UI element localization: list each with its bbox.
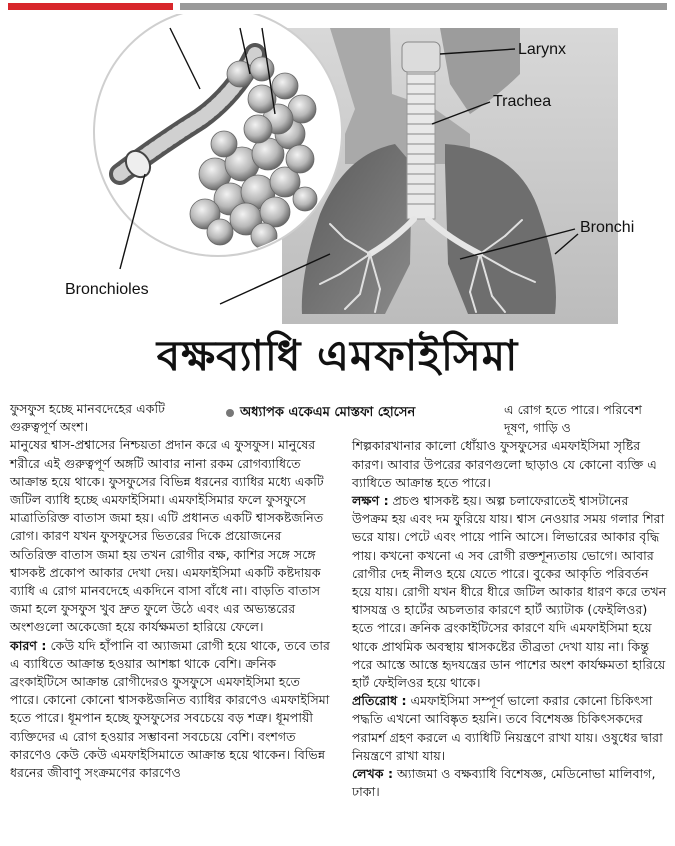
trachea [407, 59, 435, 219]
left-column [10, 400, 332, 782]
right-paragraph-1: শিল্পকারখানার কালো ধোঁয়াও ফুসফুসের এমফাইসিমা সৃষ্টির কারণ। আবার উপরের কারণগুলো ছাড়াও যে কোনো ব্যক্তি এ ব্যাধিতে আক্রান্ত হতে পারে। [352, 438, 657, 490]
right-column [352, 401, 668, 801]
symptom-label: লক্ষণ : [352, 493, 389, 509]
author-name: অধ্যাপক একেএম মোস্তফা হোসেন [240, 405, 416, 420]
prevention-paragraph [352, 692, 668, 765]
cause-text: কেউ যদি হাঁপানি বা অ্যাজমা রোগী হয়ে থাকে, তবে তার এ ব্যাধিতে আক্রান্ত হওয়ার আশঙ্কা থাকে বেশি। ক্রনিক ব্রংকাইটিসে আক্রান্ত রোগীদেরও ফুসফুসে এমফাইসিমা হতে পারে। কোনো কোনো শ্বাসকষ্টজনিত ব্যাধির কারণেও এমফাইসিমা হতে পারে। ধূমপান হচ্ছে ফুসফুসের সবচেয়ে বড় শত্রু। ধূমপায়ী ব্যক্তিদের এ রোগ হওয়ার সম্ভাবনা সবচেয়ে বেশি। বংশগত কারণেও কেউ কেউ এমফাইসিমাতে আক্রান্ত হয়ে থাকেন। বিভিন্ন ধরনের জীবাণু সংক্রমণের কারণেও [10, 637, 330, 781]
bronchi-label: Bronchi [580, 219, 635, 236]
cause-label: কারণ : [10, 637, 47, 653]
prevention-text: এমফাইসিমা সম্পূর্ণ ভালো করার কোনো চিকিৎসা পদ্ধতি এখনো আবিষ্কৃত হয়নি। তবে বিশেষজ্ঞ চিকিৎসকদের পরামর্শ গ্রহণ করলে এ ব্যাধিটি নিয়ন্ত্রণে রাখা যায়। ওষুধের দ্বারা নিয়ন্ত্রণে রাখা যায়। [352, 693, 663, 763]
larynx-label: Larynx [518, 41, 567, 58]
symptom-text: প্রচণ্ড শ্বাসকষ্ট হয়। অল্প চলাফেরাতেই শ্বাসটানের উপক্রম হয় এবং দম ফুরিয়ে যায়। শ্বাস নেওয়ার সময় গলার শিরা ভরে যায়। পেটে এবং পায়ে পানি আসে। লিভারের আকার বৃদ্ধি পায়। কখনো কখনো এ সব রোগী রক্তশূন্যতায় ভোগে। আবার রোগীর দেহ নীলও হয়ে যেতে পারে। বুকের আকৃতি পরিবর্তন হয়ে যায়। রোগী যখন ধীরে ধীরে জটিল আকার ধারণ করে তখন শ্বাসযন্ত্র ও হার্টের অচলতার কারণে হার্ট অ্যাটাক (ফেইলিওর) হতে পারে। ক্রনিক ব্রংকাইটিসের কারণে যদি এমফাইসিমা হয়ে থাকে প্রাথমিক অবস্থায় শ্বাসকষ্টের তীব্রতা দেখা যায় না। কিন্তু পরে আস্তে আস্তে হৃদযন্ত্রের ডান পাশের অংশ কার্যক্ষমতা হারিয়ে হার্ট ফেইলিওর হয়ে থাকে। [352, 493, 667, 691]
prevention-label: প্রতিরোধ : [352, 693, 407, 709]
top-bar-grey [180, 3, 667, 10]
bronchioles-label: Bronchioles [65, 281, 149, 298]
trachea-label: Trachea [493, 93, 552, 110]
left-lead-text: ফুসফুস হচ্ছে মানবদেহের একটি গুরুত্বপূর্ণ অংশ। [10, 401, 165, 435]
top-bar-red [8, 3, 173, 10]
author-text: অ্যাজমা ও বক্ষব্যাধি বিশেষজ্ঞ, মেডিনোভা মালিবাগ, ঢাকা। [352, 766, 656, 800]
larynx [402, 42, 440, 72]
symptom-paragraph [352, 492, 668, 692]
respiratory-system-illustration [0, 14, 675, 324]
left-paragraph-1: মানুষের শ্বাস-প্রশ্বাসের নিশ্চয়তা প্রদান করে এ ফুসফুস। মানুষের শরীরে এই গুরুত্বপূর্ণ অঙ্গটি আবার নানা রকম রোগব্যাধিতে আক্রান্ত হয়ে থাকে। ফুসফুসের বিভিন্ন ধরনের ব্যাধির মধ্যে একটি জটিল ব্যাধি হচ্ছে এমফাইসিমা। এমফাইসিমার ফলে ফুসফুসে মাত্রাতিরিক্ত বাতাস জমা হয়। এটি প্রধানত একটি শ্বাসকষ্টজনিত রোগ। কারণ যখন ফুসফুসের ভিতরের দিকে প্রয়োজনের অতিরিক্ত বাতাস জমা হয় তখন রোগীর বক্ষ, কাশির সঙ্গে সঙ্গে শ্বাসকষ্ট প্রকোপ আকার দেখা দেয়। এমফাইসিমা একটি কষ্টদায়ক ব্যাধি এ রোগ মানবদেহে একদিনে বাসা বাঁধে না। বাড়তি বাতাস জমা হলে ফুসফুস খুব দ্রুত ফুলে উঠে এবং এর অভ্যন্তরের অংশগুলো অকেজো হয়ে কার্যক্ষমতা হারিয়ে ফেলে। [10, 437, 324, 635]
article-headline: বক্ষব্যাধি এমফাইসিমা [156, 331, 519, 380]
author-paragraph [352, 765, 668, 801]
cause-paragraph [10, 637, 332, 783]
author-label: লেখক : [352, 766, 393, 782]
right-lead-text: এ রোগ হতে পারে। পরিবেশ দূষণ, গাড়ি ও [504, 402, 642, 436]
